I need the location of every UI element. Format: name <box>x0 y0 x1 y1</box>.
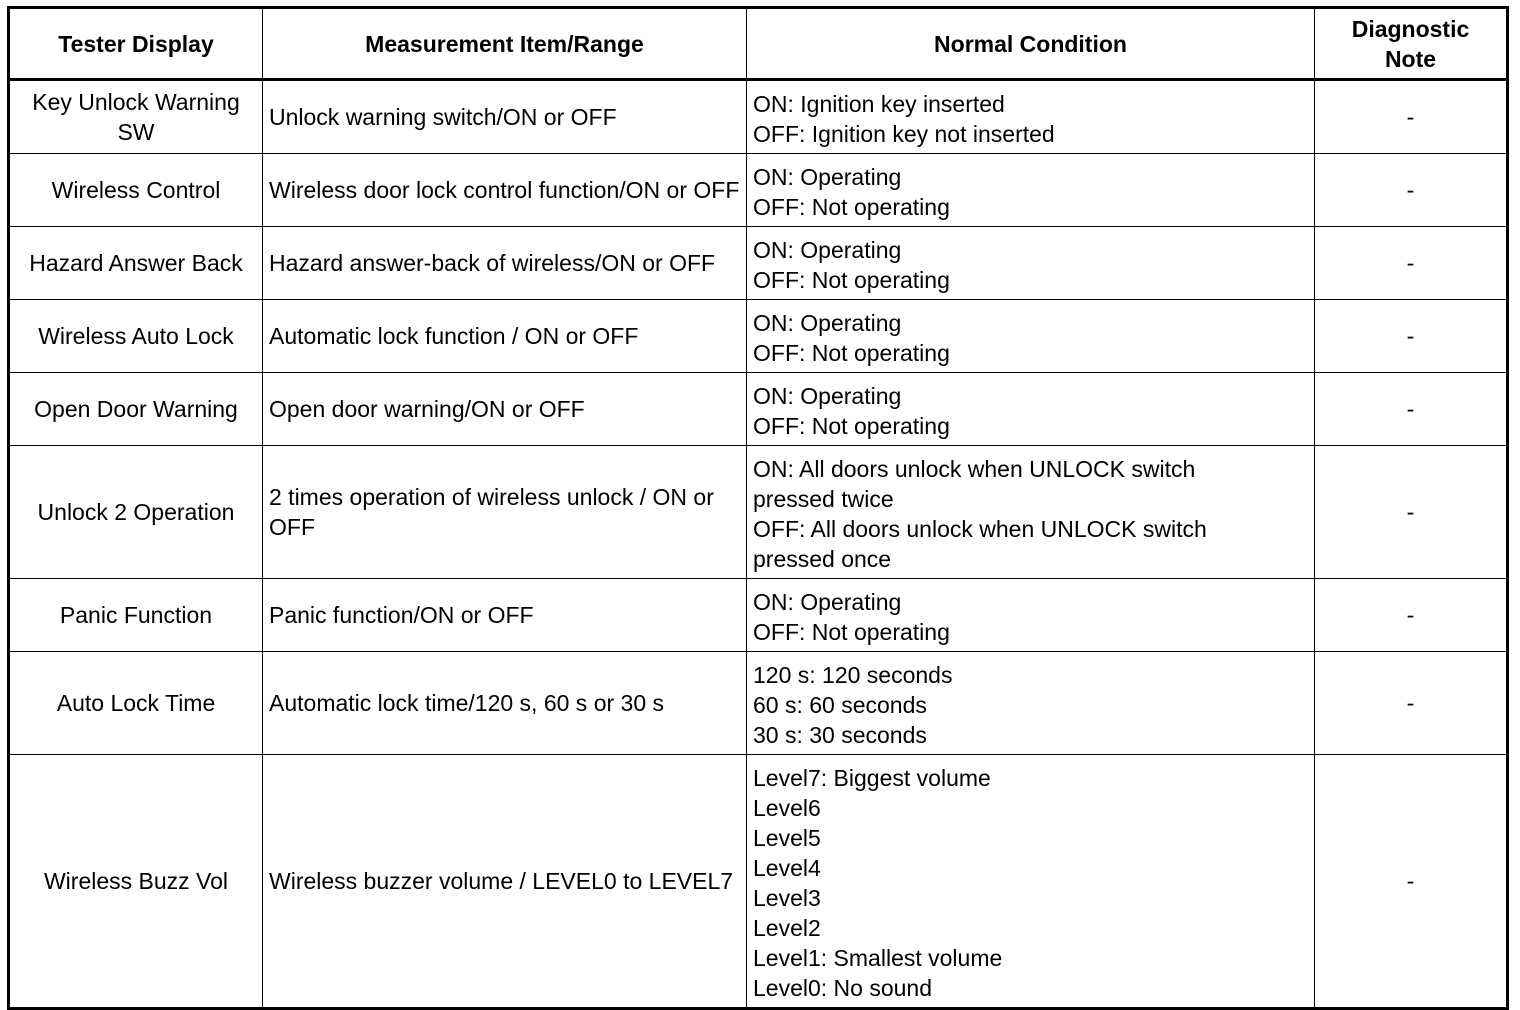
diagnostic-note-cell: - <box>1315 579 1508 652</box>
diagnostic-note-cell: - <box>1315 300 1508 373</box>
diagnostic-note-cell: - <box>1315 227 1508 300</box>
table-row <box>9 755 1508 1009</box>
normal-condition-line: OFF: All doors unlock when UNLOCK switch <box>753 516 1207 542</box>
normal-condition-line: ON: Operating <box>753 383 902 409</box>
normal-condition-line: pressed once <box>753 546 892 572</box>
tester-display-cell: Panic Function <box>9 579 263 652</box>
header-normal-condition: Normal Condition <box>747 8 1315 80</box>
normal-condition-line: ON: Ignition key inserted <box>753 91 1005 117</box>
normal-condition-cell <box>747 300 1315 373</box>
normal-condition-line: OFF: Not operating <box>753 194 950 220</box>
header-measurement-item: Measurement Item/Range <box>263 8 747 80</box>
diagnostic-note-cell: - <box>1315 446 1508 579</box>
table-row <box>9 579 1508 652</box>
normal-condition-line: Level6 <box>753 795 821 821</box>
measurement-item-cell: Wireless door lock control function/ON or OFF <box>263 154 747 227</box>
diagnostic-note-cell: - <box>1315 755 1508 1009</box>
measurement-item-cell: Open door warning/ON or OFF <box>263 373 747 446</box>
diagnostic-note-cell: - <box>1315 373 1508 446</box>
table-row <box>9 300 1508 373</box>
measurement-item-cell: Automatic lock time/120 s, 60 s or 30 s <box>263 652 747 755</box>
table-row <box>9 652 1508 755</box>
table-row <box>9 446 1508 579</box>
normal-condition-cell <box>747 446 1315 579</box>
header-row <box>9 8 1508 80</box>
normal-condition-line: OFF: Not operating <box>753 619 950 645</box>
normal-condition-line: ON: Operating <box>753 310 902 336</box>
normal-condition-cell <box>747 579 1315 652</box>
header-diagnostic-note: Diagnostic Note <box>1315 8 1508 80</box>
normal-condition-line: Level0: No sound <box>753 975 933 1001</box>
tester-display-cell: Wireless Auto Lock <box>9 300 263 373</box>
diagnostic-note-cell: - <box>1315 80 1508 154</box>
normal-condition-cell <box>747 80 1315 154</box>
normal-condition-line: 30 s: 30 seconds <box>753 722 927 748</box>
measurement-item-cell: Panic function/ON or OFF <box>263 579 747 652</box>
diagnostic-note-cell: - <box>1315 652 1508 755</box>
normal-condition-line: OFF: Not operating <box>753 267 950 293</box>
normal-condition-line: 120 s: 120 seconds <box>753 662 953 688</box>
normal-condition-line: 60 s: 60 seconds <box>753 692 927 718</box>
normal-condition-cell <box>747 652 1315 755</box>
normal-condition-line: Level3 <box>753 885 821 911</box>
table-row <box>9 154 1508 227</box>
normal-condition-line: OFF: Not operating <box>753 413 950 439</box>
normal-condition-line: Level5 <box>753 825 821 851</box>
normal-condition-line: ON: Operating <box>753 237 902 263</box>
measurement-item-cell: Unlock warning switch/ON or OFF <box>263 80 747 154</box>
normal-condition-cell <box>747 154 1315 227</box>
measurement-item-cell: Hazard answer-back of wireless/ON or OFF <box>263 227 747 300</box>
normal-condition-line: pressed twice <box>753 486 894 512</box>
tester-display-cell: Open Door Warning <box>9 373 263 446</box>
table-row <box>9 227 1508 300</box>
normal-condition-line: OFF: Ignition key not inserted <box>753 121 1055 147</box>
measurement-item-cell: Automatic lock function / ON or OFF <box>263 300 747 373</box>
table-row <box>9 80 1508 154</box>
normal-condition-cell <box>747 373 1315 446</box>
normal-condition-cell <box>747 755 1315 1009</box>
diagnostic-note-cell: - <box>1315 154 1508 227</box>
normal-condition-line: Level1: Smallest volume <box>753 945 1003 971</box>
normal-condition-line: ON: Operating <box>753 164 902 190</box>
normal-condition-line: Level4 <box>753 855 821 881</box>
diagnostic-table <box>7 6 1509 1010</box>
tester-display-cell: Hazard Answer Back <box>9 227 263 300</box>
header-tester-display: Tester Display <box>9 8 263 80</box>
normal-condition-cell <box>747 227 1315 300</box>
tester-display-cell: Wireless Control <box>9 154 263 227</box>
measurement-item-cell: 2 times operation of wireless unlock / ON or OFF <box>263 446 747 579</box>
tester-display-cell: Wireless Buzz Vol <box>9 755 263 1009</box>
tester-display-cell: Key Unlock Warning SW <box>9 80 263 154</box>
normal-condition-line: OFF: Not operating <box>753 340 950 366</box>
tester-display-cell: Unlock 2 Operation <box>9 446 263 579</box>
normal-condition-line: ON: Operating <box>753 589 902 615</box>
normal-condition-line: Level7: Biggest volume <box>753 765 991 791</box>
measurement-item-cell: Wireless buzzer volume / LEVEL0 to LEVEL7 <box>263 755 747 1009</box>
normal-condition-line: Level2 <box>753 915 821 941</box>
table-row <box>9 373 1508 446</box>
tester-display-cell: Auto Lock Time <box>9 652 263 755</box>
normal-condition-line: ON: All doors unlock when UNLOCK switch <box>753 456 1196 482</box>
